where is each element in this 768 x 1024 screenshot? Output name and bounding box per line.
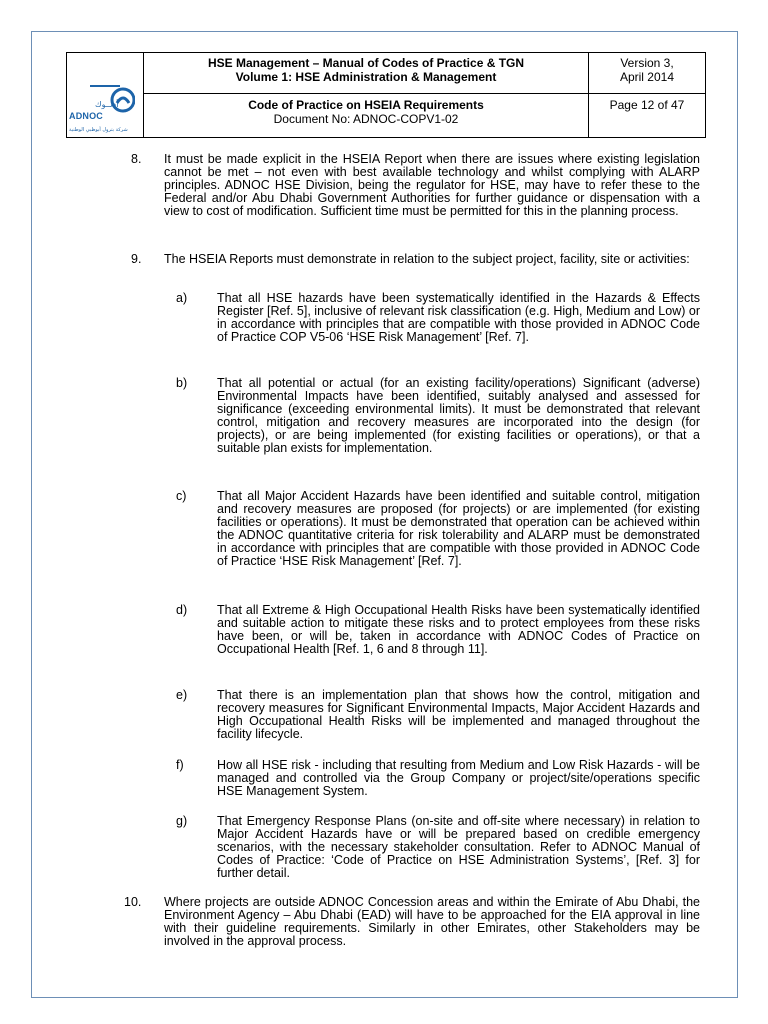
page-number: Page 12 of 47 [609,98,685,113]
subitem: That all Extreme & High Occupational Health Risks have been systematically identified and suitable action to mitigate these risks and to protect employees from these risks have been, or will be, taken in accordance with ADNOC Codes of Practice on Occupational Health [Ref. 1, 6 and 8 through 11]. [217,603,700,656]
item-number: 9. [131,252,142,266]
subitem: That all potential or actual (for an existing facility/operations) Significant (adverse) Environmental Impacts have been identified, suitably analysed and assessed for significance (exceeding environmental limits). It must be demonstrated that relevant control, mitigation and recovery measures are incorporated into the design (for projects), or are being implemented (for existing facilities or operations), or that a suitable plan exists for implementation. [217,376,700,455]
code-title: Code of Practice on HSEIA Requirements [248,98,484,113]
logo-cell [67,53,144,138]
manual-title-line1: HSE Management – Manual of Codes of Practice & TGN [207,56,525,70]
version-label: Version 3, [620,56,674,70]
document-number: Document No: ADNOC-COPV1-02 [273,112,459,127]
manual-title-line2: Volume 1: HSE Administration & Management [235,70,497,84]
subitem-label: g) [176,814,188,828]
list-item: Where projects are outside ADNOC Concession areas and within the Emirate of Abu Dhabi, the Environment Agency – Abu Dhabi (EAD) will have to be approached for the EIA approval in line with their guideline requirements. Similarly in other Emirates, other Stakeholders may be involved in the approval process. [164,895,700,948]
subitem-label: d) [176,603,188,617]
document-header [66,52,706,138]
subitem: That Emergency Response Plans (on-site and off-site where necessary) in relation to Major Accident Hazards have or will be prepared based on credible emergency scenarios, with the necessary stakeholder consultation. Refer to ADNOC Manual of Codes of Practice: ‘Code of Practice on HSE Administration Systems’, [Ref. 3] for further detail. [217,814,700,880]
subitem: That all HSE hazards have been systematically identified in the Hazards & Effects Register [Ref. 5], inclusive of relevant risk classification (e.g. High, Medium and Low) or in accordance with principles that are compatible with those provided in ADNOC Code of Practice COP V5-06 ‘HSE Risk Management’ [Ref. 7]. [217,291,700,344]
logo-arabic-text: أدنــوك [95,100,119,109]
version-date: April 2014 [619,70,675,84]
version-cell [589,53,706,94]
list-item: The HSEIA Reports must demonstrate in relation to the subject project, facility, site or activities: [164,252,690,266]
manual-title-cell [144,53,589,94]
logo-english-text: ADNOC [69,111,103,121]
subitem-label: b) [176,376,188,390]
subitem-label: f) [176,758,184,772]
subitem: That all Major Accident Hazards have been identified and suitable control, mitigation and recovery measures are proposed (for projects) or are implemented (for existing facilities or operations). It must be demonstrated that operation can be achieved within the ADNOC quantitative criteria for risk tolerability and ALARP must be demonstrated in accordance with principles that are compatible with those provided in ADNOC Code of Practice ‘HSE Risk Management’ [Ref. 7]. [217,489,700,568]
subitem: That there is an implementation plan that shows how the control, mitigation and recovery measures for Significant Environmental Impacts, Major Accident Hazards and High Occupational Health Risks will be implemented and managed throughout the facility lifecycle. [217,688,700,741]
item-number: 8. [131,152,142,166]
subitem: How all HSE risk - including that resulting from Medium and Low Risk Hazards - will be managed and controlled via the Group Company or project/site/operations specific HSE Management System. [217,758,700,798]
page-number-cell [589,94,706,138]
logo-subtitle: شركة بترول أبوظبي الوطنية [69,127,128,133]
subitem-label: c) [176,489,187,503]
list-item: It must be made explicit in the HSEIA Report when there are issues where existing legislation cannot be met – not even with best available technology and whilst complying with ALARP principles. ADNOC HSE Division, being the regulator for HSE, may have to refer these to the Federal and/or Abu Dhabi Government Authorities for further guidance or dispensation with a view to cost of modification. Sufficient time must be permitted for this in the planning process. [164,152,700,218]
item-number: 10. [124,895,142,909]
code-title-cell [144,94,589,138]
subitem-label: e) [176,688,188,702]
subitem-label: a) [176,291,188,305]
